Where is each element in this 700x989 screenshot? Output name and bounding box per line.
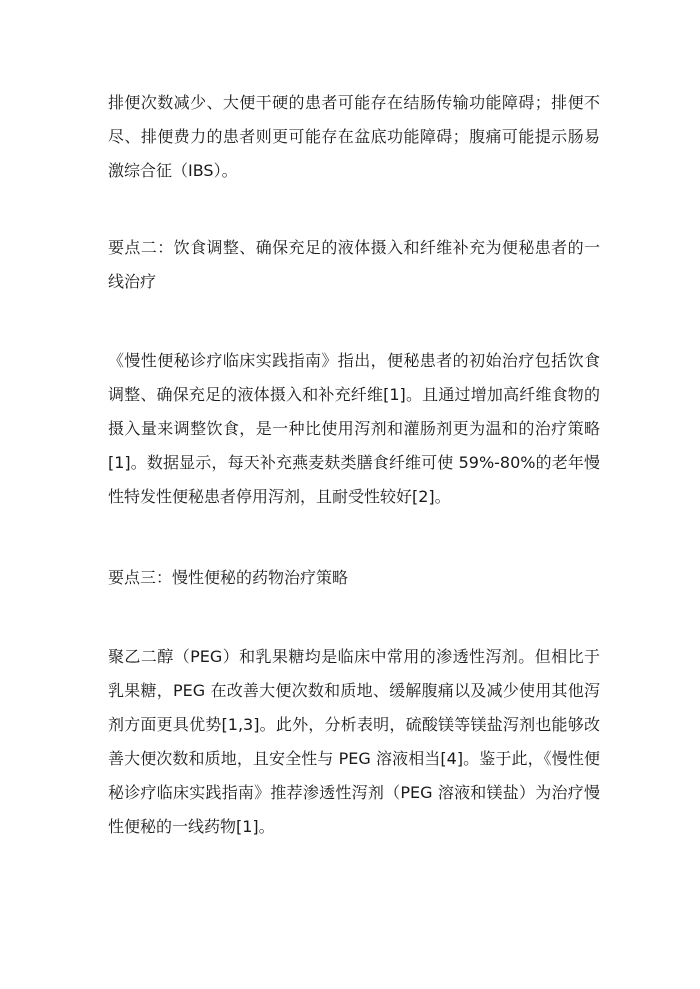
paragraph-symptom-types: 排便次数减少、大便干硬的患者可能存在结肠传输功能障碍；排便不尽、排便费力的患者则更可能存在盆底功能障碍；腹痛可能提示肠易激综合征（IBS）。 <box>108 93 600 180</box>
section-heading-point-three: 要点三：慢性便秘的药物治疗策略 <box>108 568 349 587</box>
section-heading-point-two: 要点二：饮食调整、确保充足的液体摄入和纤维补充为便秘患者的一线治疗 <box>108 238 600 291</box>
paragraph-diet-adjustment: 《慢性便秘诊疗临床实践指南》指出，便秘患者的初始治疗包括饮食调整、确保充足的液体摄入和补充纤维[1]。且通过增加高纤维食物的摄入量来调整饮食，是一种比使用泻剂和灌肠剂更为温和的治疗策略[1]。数据显示，每天补充燕麦麸类膳食纤维可使 59%-80%的老年慢性特发性便秘患者停用泻剂，且耐受性较好[2]。 <box>108 351 600 506</box>
paragraph-drug-therapy: 聚乙二醇（PEG）和乳果糖均是临床中常用的渗透性泻剂。但相比于乳果糖，PEG 在改善大便次数和质地、缓解腹痛以及减少使用其他泻剂方面更具优势[1,3]。此外，分析表明，硫酸镁等镁盐泻剂也能够改善大便次数和质地，且安全性与 PEG 溶液相当[4]。鉴于此，《慢性便秘诊疗临床实践指南》推荐渗透性泻剂（PEG 溶液和镁盐）为治疗慢性便秘的一线药物[1]。 <box>108 647 600 836</box>
